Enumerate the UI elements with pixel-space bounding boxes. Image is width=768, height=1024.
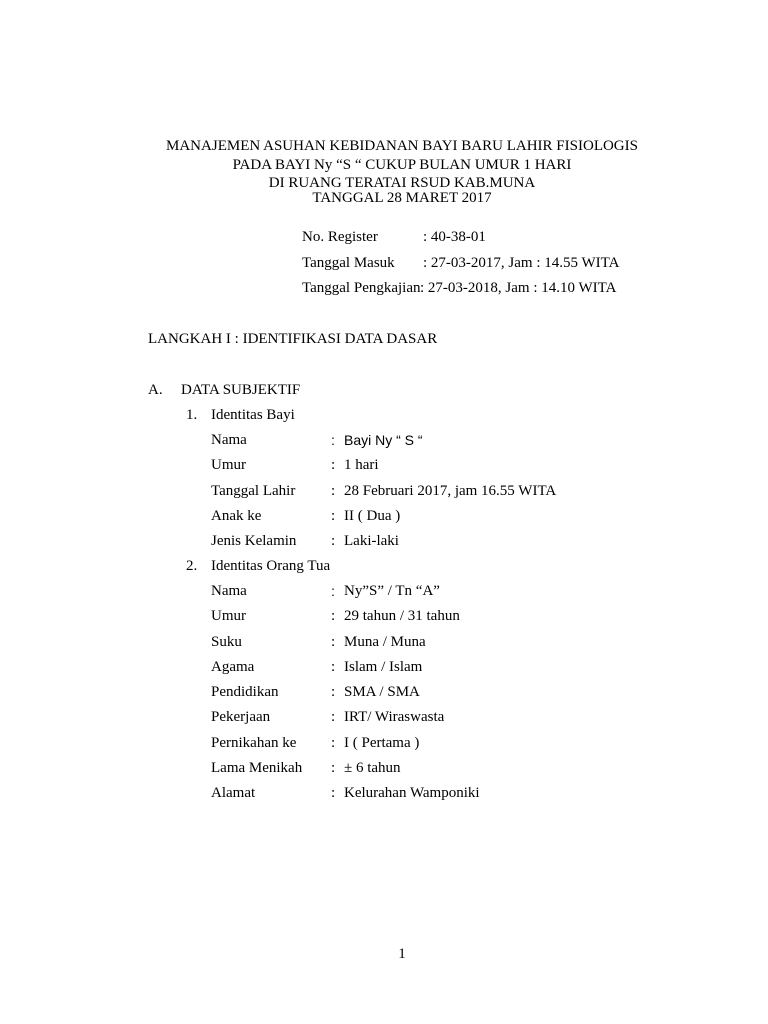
register-label: Tanggal Masuk — [302, 255, 395, 271]
field-colon: : — [331, 432, 335, 448]
page-number: 1 — [398, 946, 406, 962]
field-colon: : — [331, 659, 336, 675]
field-colon: : — [331, 583, 335, 599]
field-label: Umur — [211, 608, 246, 624]
subsection-number: 1. — [186, 407, 198, 423]
field-label: Nama — [211, 432, 247, 448]
section-marker: A. — [148, 382, 163, 398]
field-value: Laki-laki — [344, 533, 399, 549]
subsection-number: 2. — [186, 558, 198, 574]
field-colon: : — [331, 508, 336, 524]
register-value: : 40-38-01 — [423, 229, 486, 245]
step-heading: LANGKAH I : IDENTIFIKASI DATA DASAR — [148, 331, 438, 347]
field-label: Pernikahan ke — [211, 735, 297, 751]
field-colon: : — [331, 533, 336, 549]
field-value: I ( Pertama ) — [344, 735, 420, 751]
field-label: Pekerjaan — [211, 709, 271, 725]
field-label: Agama — [211, 659, 255, 675]
field-colon: : — [331, 785, 336, 801]
register-value: : 27-03-2017, Jam : 14.55 WITA — [423, 255, 620, 271]
field-value: 1 hari — [344, 457, 379, 473]
field-label: Lama Menikah — [211, 760, 303, 776]
field-value: II ( Dua ) — [344, 508, 401, 524]
subsection-title: Identitas Bayi — [211, 407, 295, 423]
field-label: Alamat — [211, 785, 256, 801]
title-line-4: TANGGAL 28 MARET 2017 — [312, 190, 492, 206]
register-label: Tanggal Pengkajian — [302, 280, 421, 296]
field-colon: : — [331, 684, 336, 700]
field-value: 28 Februari 2017, jam 16.55 WITA — [344, 483, 557, 499]
field-value: SMA / SMA — [344, 684, 420, 700]
field-label: Tanggal Lahir — [211, 483, 296, 499]
field-value: Kelurahan Wamponiki — [344, 785, 480, 801]
subsection-title: Identitas Orang Tua — [211, 558, 331, 574]
field-colon: : — [331, 709, 336, 725]
field-value: ± 6 tahun — [344, 760, 401, 776]
field-label: Pendidikan — [211, 684, 279, 700]
field-label: Suku — [211, 634, 242, 650]
field-label: Nama — [211, 583, 247, 599]
field-value: Muna / Muna — [344, 634, 426, 650]
field-colon: : — [331, 634, 336, 650]
field-value: IRT/ Wiraswasta — [344, 709, 445, 725]
section-title: DATA SUBJEKTIF — [181, 382, 301, 398]
title-line-3: DI RUANG TERATAI RSUD KAB.MUNA — [268, 175, 536, 191]
title-line-2: PADA BAYI Ny “S “ CUKUP BULAN UMUR 1 HARI — [232, 157, 572, 173]
field-colon: : — [331, 760, 336, 776]
field-label: Anak ke — [211, 508, 262, 524]
field-colon: : — [331, 483, 336, 499]
field-colon: : — [331, 608, 336, 624]
field-value: Bayi Ny “ S “ — [344, 432, 423, 448]
register-value: : 27-03-2018, Jam : 14.10 WITA — [420, 280, 617, 296]
field-colon: : — [331, 457, 336, 473]
title-line-1: MANAJEMEN ASUHAN KEBIDANAN BAYI BARU LAHIR FISIOLOGIS — [166, 138, 638, 154]
register-label: No. Register — [302, 229, 378, 245]
field-value: Islam / Islam — [344, 659, 423, 675]
field-label: Umur — [211, 457, 246, 473]
field-value: Ny”S” / Tn “A” — [344, 583, 440, 599]
field-value: 29 tahun / 31 tahun — [344, 608, 460, 624]
field-label: Jenis Kelamin — [211, 533, 297, 549]
field-colon: : — [331, 735, 336, 751]
